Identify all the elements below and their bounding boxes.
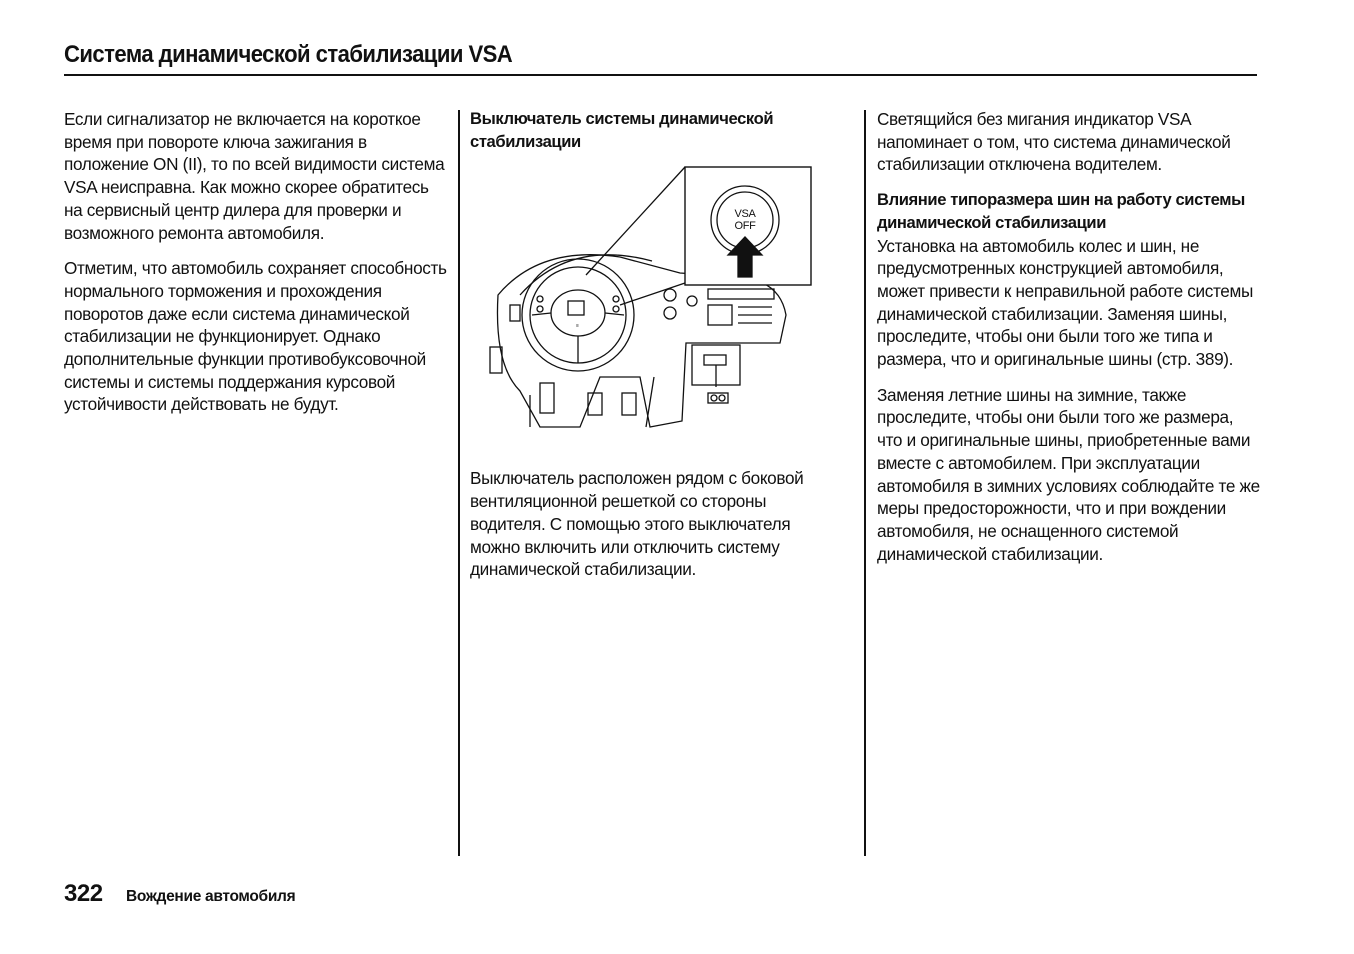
paragraph-indicator: Светящийся без мигания индикатор VSA напоминает о том, что система динамической стабилизации отключена водителем.	[877, 109, 1231, 175]
page-number: 322	[64, 880, 103, 907]
paragraph-winter-tires: Заменяя летние шины на зимние, также проследите, чтобы они были того же размера, что и оригинальные шины, приобретенные вами вместе с автомобилем. При эксплуатации автомобиля в зимних условиях соблюдайте те же меры предосторожности, что и при вождении автомобиля, не оснащенного системой динамической стабилизации.	[877, 384, 1260, 564]
pedals	[490, 305, 654, 427]
paragraph-tire-install: Установка на автомобиль колес и шин, не предусмотренных конструкцией автомобиля, может привести к неправильной работе системы динамической стабилизации. Заменяя шины, проследите, чтобы они были того же типа и размера, что и оригинальные шины (стр. 389).	[877, 235, 1253, 370]
svg-text:≡: ≡	[576, 323, 579, 330]
column-1	[64, 108, 448, 429]
column-3	[877, 108, 1261, 578]
paragraph-braking-retained: Отметим, что автомобиль сохраняет способность нормального торможения и прохождения поворотов даже если система динамической стабилизации не функционирует. Однако дополнительные функции противобуксовочной системы и системы поддержания курсовой устойчивости действовать не будут.	[64, 258, 447, 415]
button-label-vsa: VSA	[734, 208, 756, 221]
section-name: Вождение автомобиля	[126, 888, 296, 905]
paragraph-vsa-malfunction: Если сигнализатор не включается на короткое время при повороте ключа зажигания в положение ON (II), то по всей видимости система VSA неисправна. Как можно скорее обратитесь на сервисный центр дилера для проверки и возможного ремонта автомобиля.	[64, 109, 445, 243]
steering-wheel	[522, 259, 634, 371]
paragraph-switch-location: Выключатель расположен рядом с боковой вентиляционной решеткой со стороны водителя. С помощью этого выключателя можно включить или отключить систему динамической стабилизации.	[470, 468, 804, 580]
dashboard-illustration	[480, 165, 816, 449]
subheading-tire-size: Влияние типоразмера шин на работу системы динамической стабилизации	[877, 190, 1245, 232]
column-divider-2	[864, 110, 866, 856]
center-stack	[664, 289, 774, 403]
button-label-off: OFF	[734, 220, 756, 233]
title-rule	[64, 74, 1257, 76]
callout-line-top	[586, 167, 685, 275]
column-divider-1	[458, 110, 460, 856]
subheading-vsa-switch: Выключатель системы динамической стабилизации	[470, 109, 774, 151]
column-2	[470, 108, 832, 594]
page-title: Система динамической стабилизации VSA	[64, 41, 513, 68]
